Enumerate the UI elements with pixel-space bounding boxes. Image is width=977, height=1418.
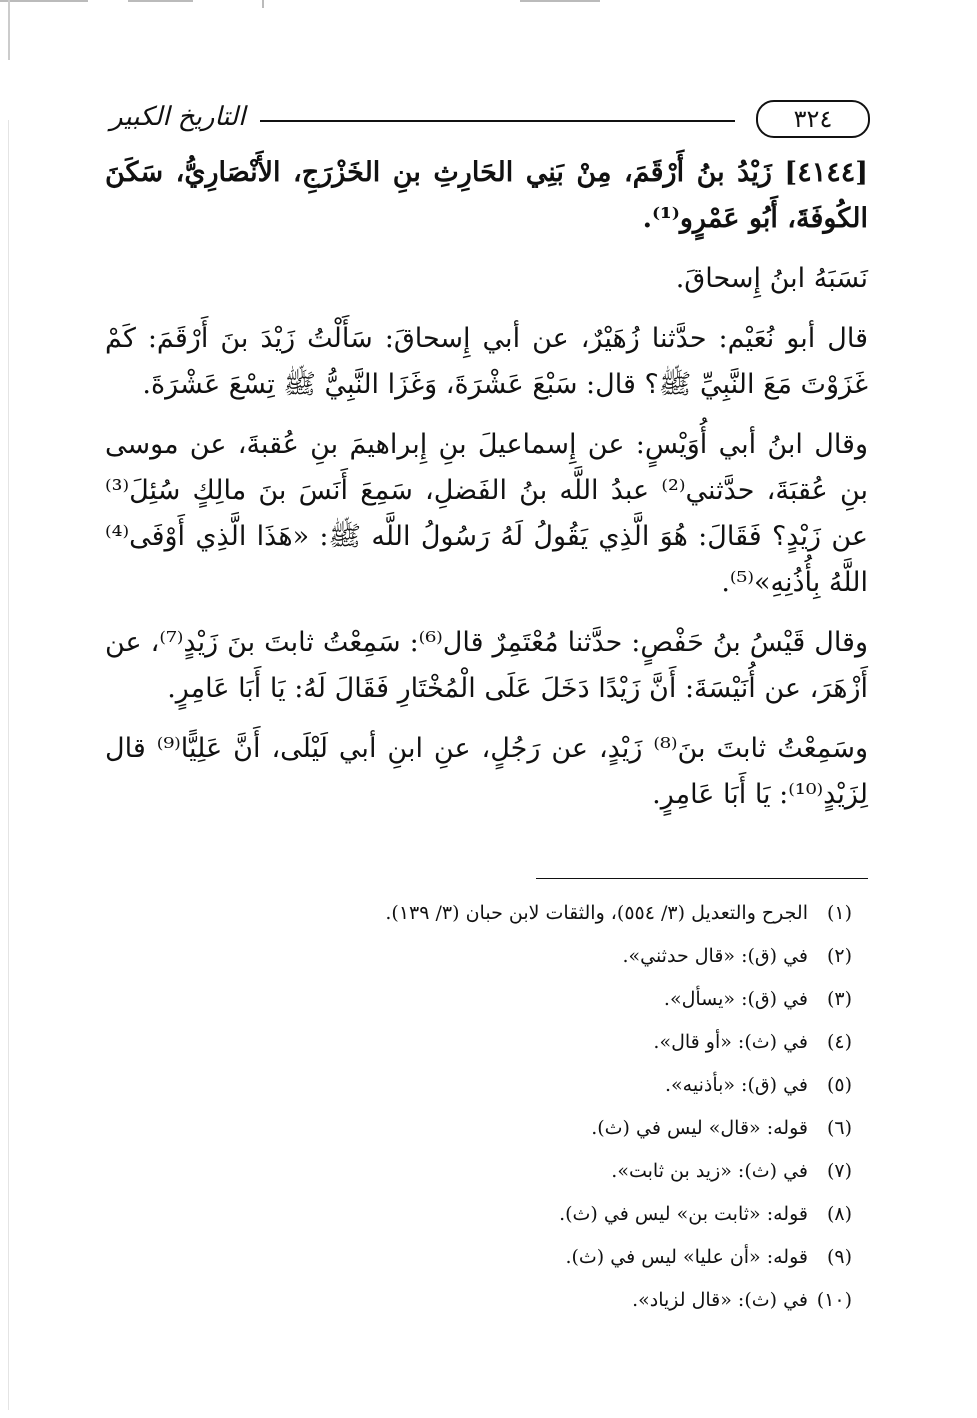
crop-mark-left [8, 0, 10, 60]
footnote-number: (٢) [826, 945, 852, 967]
footnote-number: (٥) [826, 1074, 852, 1096]
header-rule [260, 120, 735, 122]
paragraph: وقال ابنُ أبي أُوَيْسٍ: عن إِسماعيلَ بنِ إِبراهيمَ بنِ عُقبةَ، عن موسى بنِ عُقبَةَ، حدَّثني⁽²⁾ عبدُ اللَّه بنُ الفَضلِ، سَمِعَ أَنَسَ بنَ مالِكٍ سُئِلَ⁽³⁾ عن زَيْدٍ؟ فَقَالَ: هُوَ الَّذِي يَقُولُ لَهُ رَسُولُ اللَّه ﷺ: «هَذَا الَّذِي أَوْفَى⁽⁴⁾ اللَّهُ بِأُذُنِهِ»⁽⁵⁾. [105, 429, 869, 598]
entry-heading: [٤١٤٤] زَيْدُ بنُ أَرْقَمَ، مِنْ بَنِي الحَارِثِ بنِ الخَزْرَجِ، الأَنْصَارِيُّ، سَكَنَ الكُوفَةَ، أَبُو عَمْرٍو⁽¹⁾. [105, 157, 868, 234]
book-title: التاريخ الكبير [110, 102, 246, 132]
main-text [105, 150, 868, 832]
footnote [132, 900, 852, 927]
footnote [132, 1029, 852, 1056]
footnote-text: في (ق): «يسأل». [663, 988, 808, 1010]
footnote-text: في (ق): «بأذنيه». [664, 1074, 808, 1096]
paragraph: وقال قَيْسُ بنُ حَفْصٍ: حدَّثنا مُعْتَمِرٌ قال⁽⁶⁾: سَمِعْتُ ثابتَ بنَ زَيْدٍ⁽⁷⁾، عن أَزْهَرَ، عن أُنَيْسَةَ: أَنَّ زَيْدًا دَخَلَ عَلَى الْمُخْتَارِ فَقَالَ لَهُ: يَا أَبَا عَامِرٍ. [105, 627, 868, 704]
footnote-text: قوله: «ثابت بن» ليس في (ث). [559, 1203, 808, 1225]
footnote [132, 1244, 852, 1271]
footnote-number: (٣) [826, 988, 852, 1010]
footnote-text: في (ق): «قال حدثني». [622, 945, 808, 967]
footnotes [132, 900, 852, 1330]
footnote-number: (٤) [826, 1031, 852, 1053]
footnote [132, 1201, 852, 1228]
footnote [132, 1115, 852, 1142]
footnote [132, 1158, 852, 1185]
footnote [132, 1287, 852, 1314]
footnote-text: في (ث): «أو قال». [653, 1031, 808, 1053]
page-edge [8, 120, 9, 1410]
page-number: ٣٢٤ [756, 100, 870, 138]
footnote [132, 1072, 852, 1099]
footnote-number: (٨) [826, 1203, 852, 1225]
footnote [132, 943, 852, 970]
paragraph: قال أبو نُعَيْم: حدَّثنا زُهَيْرٌ، عن أبي إِسحاقَ: سَأَلْتُ زَيْدَ بنَ أَرْقَمَ: كَمْ غَزَوْتَ مَعَ النَّبِيِّ ﷺ؟ قال: سَبْعَ عَشْرَةَ، وَغَزَا النَّبِيُّ ﷺ تِسْعَ عَشْرَةَ. [105, 323, 868, 400]
footnote-text: في (ث): «زيد بن ثابت». [611, 1160, 808, 1182]
footnote-text: قوله: «قال» ليس في (ث). [591, 1117, 808, 1139]
footnote-number: (٧) [826, 1160, 852, 1182]
crop-marks [0, 0, 977, 6]
footnote-separator [536, 878, 868, 879]
footnote-number: (١٠) [816, 1289, 852, 1311]
footnote [132, 986, 852, 1013]
footnote-number: (٦) [826, 1117, 852, 1139]
footnote-text: في (ث): «قال لزياد». [632, 1289, 808, 1311]
paragraph: نَسَبَهُ ابنُ إِسحاقَ. [675, 263, 868, 294]
footnote-number: (١) [826, 902, 852, 924]
footnote-text: الجرح والتعديل (٣/ ٥٥٤)، والثقات لابن حبان (٣/ ١٣٩). [385, 902, 808, 924]
paragraph: وسَمِعْتُ ثابتَ بنَ⁽⁸⁾ زَيْدٍ، عن رَجُلٍ، عنِ ابنِ أبي لَيْلَى، أَنَّ عَلِيًّا⁽⁹⁾ قال لِزَيْدٍ⁽¹⁰⁾: يَا أَبَا عَامِرٍ. [105, 733, 868, 810]
page-header [110, 100, 870, 140]
footnote-number: (٩) [826, 1246, 852, 1268]
footnote-text: قوله: «أن عليا» ليس في (ث). [565, 1246, 808, 1268]
